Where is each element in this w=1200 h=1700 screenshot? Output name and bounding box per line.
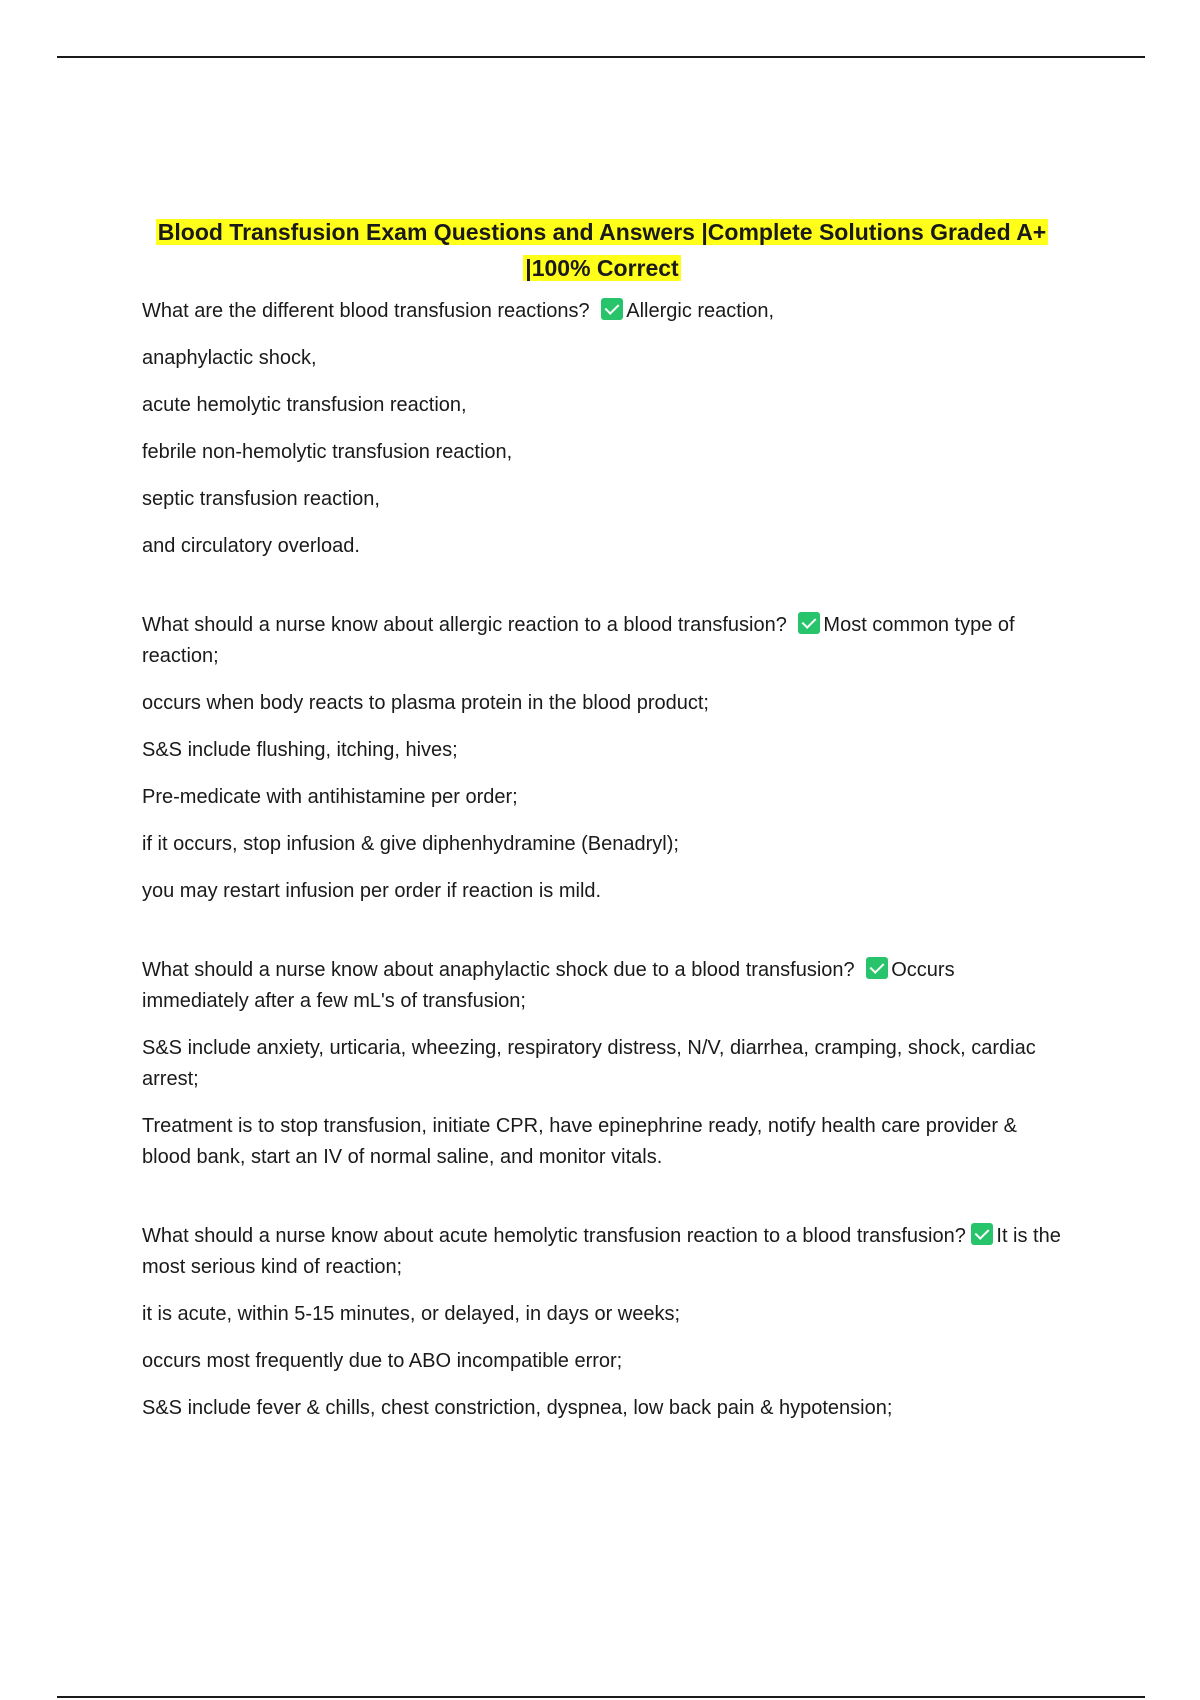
- check-icon: [971, 1223, 993, 1245]
- answer-line: and circulatory overload.: [142, 535, 360, 557]
- question-text: What should a nurse know about acute hemolytic transfusion reaction to a blood transfusion?: [142, 1225, 966, 1247]
- question-text: What should a nurse know about anaphylactic shock due to a blood transfusion?: [142, 959, 855, 981]
- qa-item-3: [142, 955, 1062, 1173]
- document-title: [142, 214, 1062, 286]
- check-icon: [798, 612, 820, 634]
- answer-line: it is acute, within 5-15 minutes, or delayed, in days or weeks;: [142, 1303, 681, 1325]
- answer-lead: It is the most serious kind of reaction;: [142, 1225, 1061, 1278]
- answer-line: S&S include flushing, itching, hives;: [142, 739, 458, 761]
- answer-line: septic transfusion reaction,: [142, 488, 380, 510]
- answer-lead: Most common type of reaction;: [142, 614, 1015, 667]
- question-text: What should a nurse know about allergic reaction to a blood transfusion?: [142, 614, 787, 636]
- qa-item-2: [142, 610, 1062, 907]
- answer-lead: Occurs immediately after a few mL's of transfusion;: [142, 959, 955, 1012]
- bottom-rule: [57, 1696, 1145, 1698]
- answer-lead: Allergic reaction,: [626, 300, 775, 322]
- top-rule: [57, 56, 1145, 58]
- answer-line: occurs most frequently due to ABO incompatible error;: [142, 1350, 623, 1372]
- qa-item-1: [142, 296, 1062, 562]
- check-icon: [866, 957, 888, 979]
- question-answer-line: [142, 296, 1062, 327]
- question-answer-line: [142, 955, 1062, 1017]
- check-icon: [601, 298, 623, 320]
- answer-line: Pre-medicate with antihistamine per order;: [142, 786, 518, 808]
- answer-line: febrile non-hemolytic transfusion reaction,: [142, 441, 513, 463]
- title-line-1: Blood Transfusion Exam Questions and Answers |Complete Solutions Graded A+: [157, 219, 1047, 245]
- answer-line: if it occurs, stop infusion & give diphenhydramine (Benadryl);: [142, 833, 679, 855]
- answer-line: Treatment is to stop transfusion, initiate CPR, have epinephrine ready, notify health care provider & blood bank, start an IV of normal saline, and monitor vitals.: [142, 1115, 1017, 1168]
- answer-line: S&S include anxiety, urticaria, wheezing, respiratory distress, N/V, diarrhea, cramping, shock, cardiac arrest;: [142, 1037, 1036, 1090]
- title-line-2: |100% Correct: [525, 255, 679, 281]
- answer-line: acute hemolytic transfusion reaction,: [142, 394, 467, 416]
- document-body: [142, 214, 1062, 1440]
- question-text: What are the different blood transfusion reactions?: [142, 300, 590, 322]
- answer-line: you may restart infusion per order if reaction is mild.: [142, 880, 602, 902]
- answer-line: S&S include fever & chills, chest constriction, dyspnea, low back pain & hypotension;: [142, 1397, 893, 1419]
- answer-line: anaphylactic shock,: [142, 347, 317, 369]
- qa-item-4: [142, 1221, 1062, 1424]
- question-answer-line: [142, 610, 1062, 672]
- question-answer-line: [142, 1221, 1062, 1283]
- answer-line: occurs when body reacts to plasma protein in the blood product;: [142, 692, 709, 714]
